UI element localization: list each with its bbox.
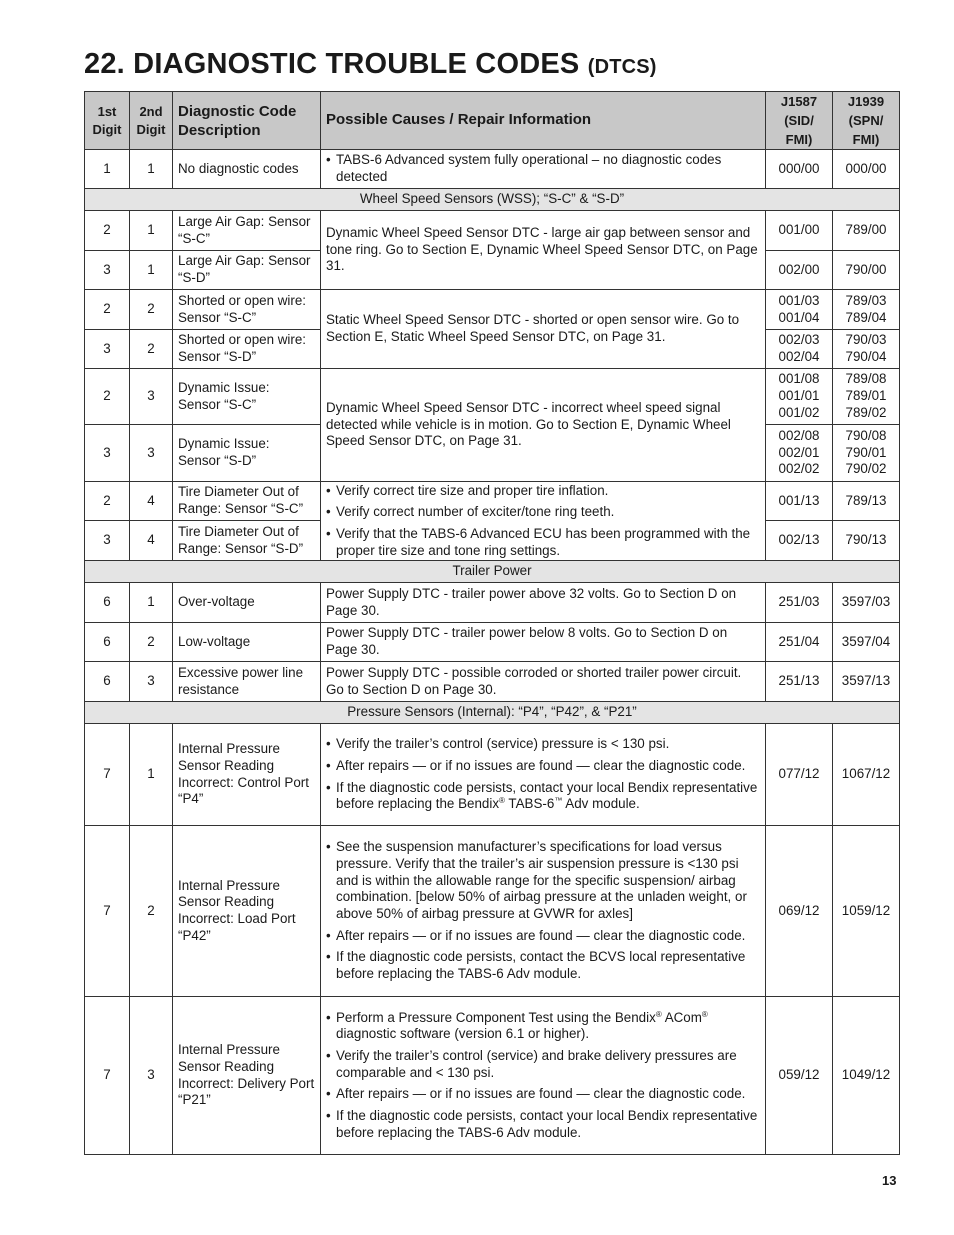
cause-bullet: • Verify the trailer’s control (service) and brake delivery pressures are comparable and < 130 psi. xyxy=(326,1048,760,1081)
causes-cell xyxy=(321,150,766,189)
causes-cell xyxy=(321,997,766,1155)
header-j1587: J1587 (SID/ FMI) xyxy=(766,92,833,150)
causes-cell xyxy=(321,826,766,997)
cause-bullet: • Verify the trailer’s control (service) pressure is < 130 psi. xyxy=(326,736,760,753)
causes-cell: Power Supply DTC - trailer power above 32 volts. Go to Section D on Page 30. xyxy=(321,583,766,623)
description-cell: Internal Pressure Sensor Reading Incorrect: Delivery Port “P21” xyxy=(173,997,321,1155)
causes-cell: Power Supply DTC - possible corroded or shorted trailer power circuit. Go to Section D on Page 30. xyxy=(321,662,766,702)
description-cell: Internal Pressure Sensor Reading Incorrect: Load Port “P42” xyxy=(173,826,321,997)
j1939-cell: 1049/12 xyxy=(833,997,900,1155)
j1939-cell: 3597/03 xyxy=(833,583,900,623)
description-cell: Low-voltage xyxy=(173,623,321,662)
j1587-cell: 251/03 xyxy=(766,583,833,623)
header-row xyxy=(85,92,900,150)
description-cell: Shorted or open wire: Sensor “S-C” xyxy=(173,290,321,330)
second-digit-cell: 3 xyxy=(130,425,173,482)
description-cell: Dynamic Issue: Sensor “S-C” xyxy=(173,369,321,425)
j1587-cell: 001/13 xyxy=(766,482,833,521)
j1939-cell: 790/08 790/01 790/02 xyxy=(833,425,900,482)
cause-bullet: • After repairs — or if no issues are found — clear the diagnostic code. xyxy=(326,928,760,945)
second-digit-cell: 2 xyxy=(130,623,173,662)
first-digit-cell: 7 xyxy=(85,724,130,826)
page-title xyxy=(84,48,657,81)
cause-bullet: • TABS-6 Advanced system fully operational – no diagnostic codes detected xyxy=(326,152,760,185)
description-cell: Large Air Gap: Sensor “S-C” xyxy=(173,211,321,251)
first-digit-cell: 6 xyxy=(85,662,130,702)
j1939-cell: 790/00 xyxy=(833,251,900,290)
second-digit-cell: 1 xyxy=(130,724,173,826)
j1939-cell: 3597/13 xyxy=(833,662,900,702)
table-row xyxy=(85,623,900,662)
description-cell: Tire Diameter Out of Range: Sensor “S-C” xyxy=(173,482,321,521)
cause-bullet: • Verify that the TABS-6 Advanced ECU has been programmed with the proper tire size and tone ring settings. xyxy=(326,526,760,559)
j1587-cell: 002/13 xyxy=(766,521,833,561)
first-digit-cell: 2 xyxy=(85,482,130,521)
table-row xyxy=(85,724,900,826)
causes-cell: Power Supply DTC - trailer power below 8 volts. Go to Section D on Page 30. xyxy=(321,623,766,662)
second-digit-cell: 1 xyxy=(130,583,173,623)
description-cell: Over-voltage xyxy=(173,583,321,623)
description-cell: No diagnostic codes xyxy=(173,150,321,189)
description-cell: Large Air Gap: Sensor “S-D” xyxy=(173,251,321,290)
causes-cell: Dynamic Wheel Speed Sensor DTC - incorrect wheel speed signal detected while vehicle is in motion. Go to Section E, Dynamic Wheel Speed Sensor DTC, on Page 31. xyxy=(321,369,766,482)
j1939-cell: 790/13 xyxy=(833,521,900,561)
table-row xyxy=(85,826,900,997)
j1587-cell: 251/04 xyxy=(766,623,833,662)
second-digit-cell: 1 xyxy=(130,211,173,251)
title-main: 22. DIAGNOSTIC TROUBLE CODES xyxy=(84,48,580,80)
table-row xyxy=(85,583,900,623)
cause-bullet: • Perform a Pressure Component Test using the Bendix® ACom® diagnostic software (version 6.1 or higher). xyxy=(326,1010,760,1043)
j1587-cell: 059/12 xyxy=(766,997,833,1155)
second-digit-cell: 3 xyxy=(130,997,173,1155)
table-row xyxy=(85,369,900,425)
description-cell: Dynamic Issue: Sensor “S-D” xyxy=(173,425,321,482)
section-row xyxy=(85,189,900,211)
j1587-cell: 000/00 xyxy=(766,150,833,189)
j1939-cell: 1059/12 xyxy=(833,826,900,997)
section-header-pressure: Pressure Sensors (Internal): “P4”, “P42”, & “P21” xyxy=(85,702,900,724)
second-digit-cell: 2 xyxy=(130,330,173,369)
causes-cell xyxy=(321,482,766,561)
cause-bullet: • See the suspension manufacturer’s specifications for load versus pressure. Verify that the trailer’s air suspension pressure is <130 psi and is within the allowable range for the specific suspension/ airbag combination. [below 50% of airbag pressure at the unladen weight, or above 50% of airbag pressure at GVWR for axles] xyxy=(326,839,760,923)
first-digit-cell: 3 xyxy=(85,425,130,482)
j1939-cell: 3597/04 xyxy=(833,623,900,662)
j1939-cell: 000/00 xyxy=(833,150,900,189)
j1939-cell: 789/08 789/01 789/02 xyxy=(833,369,900,425)
description-cell: Excessive power line resistance xyxy=(173,662,321,702)
description-cell: Internal Pressure Sensor Reading Incorrect: Control Port “P4” xyxy=(173,724,321,826)
first-digit-cell: 2 xyxy=(85,211,130,251)
causes-cell xyxy=(321,724,766,826)
header-j1939: J1939 (SPN/ FMI) xyxy=(833,92,900,150)
table-row xyxy=(85,997,900,1155)
header-causes: Possible Causes / Repair Information xyxy=(321,92,766,150)
table-row xyxy=(85,482,900,521)
cause-bullet: • If the diagnostic code persists, contact your local Bendix representative before replacing the TABS-6 Adv module. xyxy=(326,1108,760,1141)
first-digit-cell: 7 xyxy=(85,826,130,997)
section-header-power: Trailer Power xyxy=(85,561,900,583)
j1587-cell: 001/03 001/04 xyxy=(766,290,833,330)
j1587-cell: 002/03 002/04 xyxy=(766,330,833,369)
first-digit-cell: 2 xyxy=(85,290,130,330)
description-cell: Shorted or open wire: Sensor “S-D” xyxy=(173,330,321,369)
table-row xyxy=(85,211,900,251)
first-digit-cell: 3 xyxy=(85,330,130,369)
cause-bullet: • If the diagnostic code persists, contact the BCVS local representative before replacing the TABS-6 Adv module. xyxy=(326,949,760,982)
cause-bullet: • Verify correct number of exciter/tone ring teeth. xyxy=(326,504,760,521)
second-digit-cell: 4 xyxy=(130,482,173,521)
second-digit-cell: 1 xyxy=(130,150,173,189)
j1587-cell: 002/00 xyxy=(766,251,833,290)
first-digit-cell: 3 xyxy=(85,521,130,561)
second-digit-cell: 2 xyxy=(130,826,173,997)
second-digit-cell: 4 xyxy=(130,521,173,561)
second-digit-cell: 3 xyxy=(130,662,173,702)
page-number: 13 xyxy=(882,1173,897,1188)
table-row xyxy=(85,290,900,330)
second-digit-cell: 3 xyxy=(130,369,173,425)
j1587-cell: 077/12 xyxy=(766,724,833,826)
causes-cell: Dynamic Wheel Speed Sensor DTC - large air gap between sensor and tone ring. Go to Section E, Dynamic Wheel Speed Sensor DTC, on Page 31. xyxy=(321,211,766,290)
cause-bullet: • After repairs — or if no issues are found — clear the diagnostic code. xyxy=(326,758,760,775)
j1587-cell: 001/08 001/01 001/02 xyxy=(766,369,833,425)
section-header-wss: Wheel Speed Sensors (WSS); “S-C” & “S-D” xyxy=(85,189,900,211)
dtc-table xyxy=(84,91,900,1155)
table-row xyxy=(85,662,900,702)
j1939-cell: 789/03 789/04 xyxy=(833,290,900,330)
first-digit-cell: 6 xyxy=(85,623,130,662)
causes-cell: Static Wheel Speed Sensor DTC - shorted or open sensor wire. Go to Section E, Static Wheel Speed Sensor DTC, on Page 31. xyxy=(321,290,766,369)
j1587-cell: 002/08 002/01 002/02 xyxy=(766,425,833,482)
j1939-cell: 789/13 xyxy=(833,482,900,521)
cause-bullet: • Verify correct tire size and proper tire inflation. xyxy=(326,483,760,500)
j1587-cell: 069/12 xyxy=(766,826,833,997)
first-digit-cell: 2 xyxy=(85,369,130,425)
j1587-cell: 001/00 xyxy=(766,211,833,251)
second-digit-cell: 1 xyxy=(130,251,173,290)
first-digit-cell: 1 xyxy=(85,150,130,189)
j1939-cell: 1067/12 xyxy=(833,724,900,826)
description-cell: Tire Diameter Out of Range: Sensor “S-D” xyxy=(173,521,321,561)
section-row xyxy=(85,561,900,583)
header-first-digit: 1st Digit xyxy=(85,92,130,150)
header-description: Diagnostic Code Description xyxy=(173,92,321,150)
second-digit-cell: 2 xyxy=(130,290,173,330)
section-row xyxy=(85,702,900,724)
header-second-digit: 2nd Digit xyxy=(130,92,173,150)
first-digit-cell: 6 xyxy=(85,583,130,623)
cause-bullet: • After repairs — or if no issues are found — clear the diagnostic code. xyxy=(326,1086,760,1103)
j1939-cell: 790/03 790/04 xyxy=(833,330,900,369)
cause-bullet: • If the diagnostic code persists, contact your local Bendix representative before replacing the Bendix® TABS-6™ Adv module. xyxy=(326,780,760,813)
first-digit-cell: 3 xyxy=(85,251,130,290)
j1587-cell: 251/13 xyxy=(766,662,833,702)
title-sub: (DTCS) xyxy=(587,56,657,78)
table-row xyxy=(85,150,900,189)
j1939-cell: 789/00 xyxy=(833,211,900,251)
first-digit-cell: 7 xyxy=(85,997,130,1155)
